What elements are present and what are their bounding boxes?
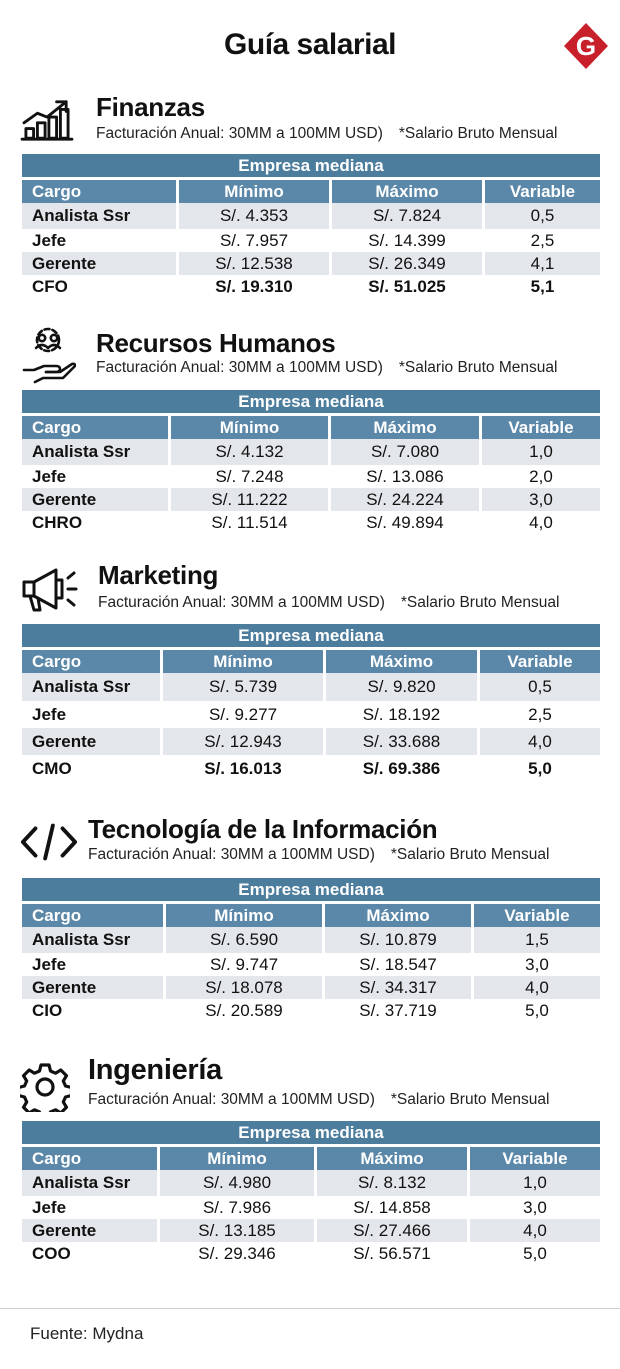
section-subtitle: Facturación Anual: 30MM a 100MM USD) *Salario Bruto Mensual (88, 846, 550, 863)
col-minimo: Mínimo (160, 1147, 317, 1170)
code-brackets-icon (20, 822, 78, 862)
section-subtitle: Facturación Anual: 30MM a 100MM USD) *Salario Bruto Mensual (88, 1091, 550, 1108)
salary-note: *Salario Bruto Mensual (398, 359, 558, 376)
table-row: COO S/. 29.346 S/. 56.571 5,0 (22, 1242, 600, 1265)
col-cargo: Cargo (22, 1147, 160, 1170)
col-maximo: Máximo (326, 650, 480, 673)
table-row: Jefe S/. 9.747 S/. 18.547 3,0 (22, 953, 600, 976)
col-variable: Variable (482, 416, 600, 439)
salary-note: *Salario Bruto Mensual (390, 1091, 550, 1108)
salary-note: *Salario Bruto Mensual (390, 846, 550, 863)
col-variable: Variable (470, 1147, 600, 1170)
footer-divider (0, 1308, 620, 1309)
table-row: Gerente S/. 18.078 S/. 34.317 4,0 (22, 976, 600, 999)
table-row: Analista Ssr S/. 6.590 S/. 10.879 1,5 (22, 927, 600, 953)
section-subtitle: Facturación Anual: 30MM a 100MM USD) *Salario Bruto Mensual (96, 359, 558, 376)
salary-table (22, 878, 600, 1022)
table-row: Jefe S/. 7.986 S/. 14.858 3,0 (22, 1196, 600, 1219)
table-header: Empresa mediana (22, 1121, 600, 1147)
table-row: Analista Ssr S/. 4.980 S/. 8.132 1,0 (22, 1170, 600, 1196)
section-title: Ingeniería (88, 1054, 222, 1086)
col-cargo: Cargo (22, 416, 171, 439)
table-row: Gerente S/. 11.222 S/. 24.224 3,0 (22, 488, 600, 511)
section-title: Tecnología de la Información (88, 814, 438, 844)
table-header: Empresa mediana (22, 624, 600, 650)
col-minimo: Mínimo (171, 416, 331, 439)
table-row: Analista Ssr S/. 4.353 S/. 7.824 0,5 (22, 203, 600, 229)
col-cargo: Cargo (22, 180, 179, 203)
col-variable: Variable (480, 650, 600, 673)
col-variable: Variable (485, 180, 600, 203)
section-subtitle: Facturación Anual: 30MM a 100MM USD) *Salario Bruto Mensual (96, 125, 558, 142)
table-header: Empresa mediana (22, 154, 600, 180)
growth-chart-icon (20, 96, 74, 142)
svg-text:G: G (575, 31, 597, 61)
section-title: Marketing (98, 560, 219, 590)
table-row: Jefe S/. 7.957 S/. 14.399 2,5 (22, 229, 600, 252)
people-hand-icon (20, 326, 76, 386)
col-cargo: Cargo (22, 650, 163, 673)
section-title: Finanzas (96, 92, 205, 122)
table-row: Jefe S/. 9.277 S/. 18.192 2,5 (22, 701, 600, 728)
megaphone-icon (20, 566, 80, 616)
table-row: CIO S/. 20.589 S/. 37.719 5,0 (22, 999, 600, 1022)
table-row: Gerente S/. 13.185 S/. 27.466 4,0 (22, 1219, 600, 1242)
table-row: Gerente S/. 12.538 S/. 26.349 4,1 (22, 252, 600, 275)
salary-table (22, 390, 600, 534)
col-minimo: Mínimo (166, 904, 325, 927)
col-maximo: Máximo (317, 1147, 470, 1170)
col-minimo: Mínimo (179, 180, 332, 203)
table-header: Empresa mediana (22, 878, 600, 904)
table-row: CMO S/. 16.013 S/. 69.386 5,0 (22, 755, 600, 782)
table-row: Jefe S/. 7.248 S/. 13.086 2,0 (22, 465, 600, 488)
brand-logo (562, 22, 610, 70)
salary-note: *Salario Bruto Mensual (400, 594, 560, 611)
section-subtitle: Facturación Anual: 30MM a 100MM USD) *Salario Bruto Mensual (98, 594, 560, 611)
table-row: Analista Ssr S/. 5.739 S/. 9.820 0,5 (22, 673, 600, 701)
table-row: Gerente S/. 12.943 S/. 33.688 4,0 (22, 728, 600, 755)
table-header: Empresa mediana (22, 390, 600, 416)
col-maximo: Máximo (331, 416, 482, 439)
col-variable: Variable (474, 904, 600, 927)
table-row: CFO S/. 19.310 S/. 51.025 5,1 (22, 275, 600, 298)
section-title: Recursos Humanos (96, 328, 336, 358)
salary-note: *Salario Bruto Mensual (398, 125, 558, 142)
col-cargo: Cargo (22, 904, 166, 927)
salary-table (22, 154, 600, 298)
gear-icon (20, 1062, 70, 1112)
salary-table (22, 1121, 600, 1265)
table-row: CHRO S/. 11.514 S/. 49.894 4,0 (22, 511, 600, 534)
salary-table (22, 624, 600, 782)
page-title: Guía salarial (224, 28, 396, 61)
col-minimo: Mínimo (163, 650, 326, 673)
source-note: Fuente: Mydna (30, 1324, 144, 1343)
col-maximo: Máximo (332, 180, 485, 203)
col-maximo: Máximo (325, 904, 474, 927)
table-row: Analista Ssr S/. 4.132 S/. 7.080 1,0 (22, 439, 600, 465)
